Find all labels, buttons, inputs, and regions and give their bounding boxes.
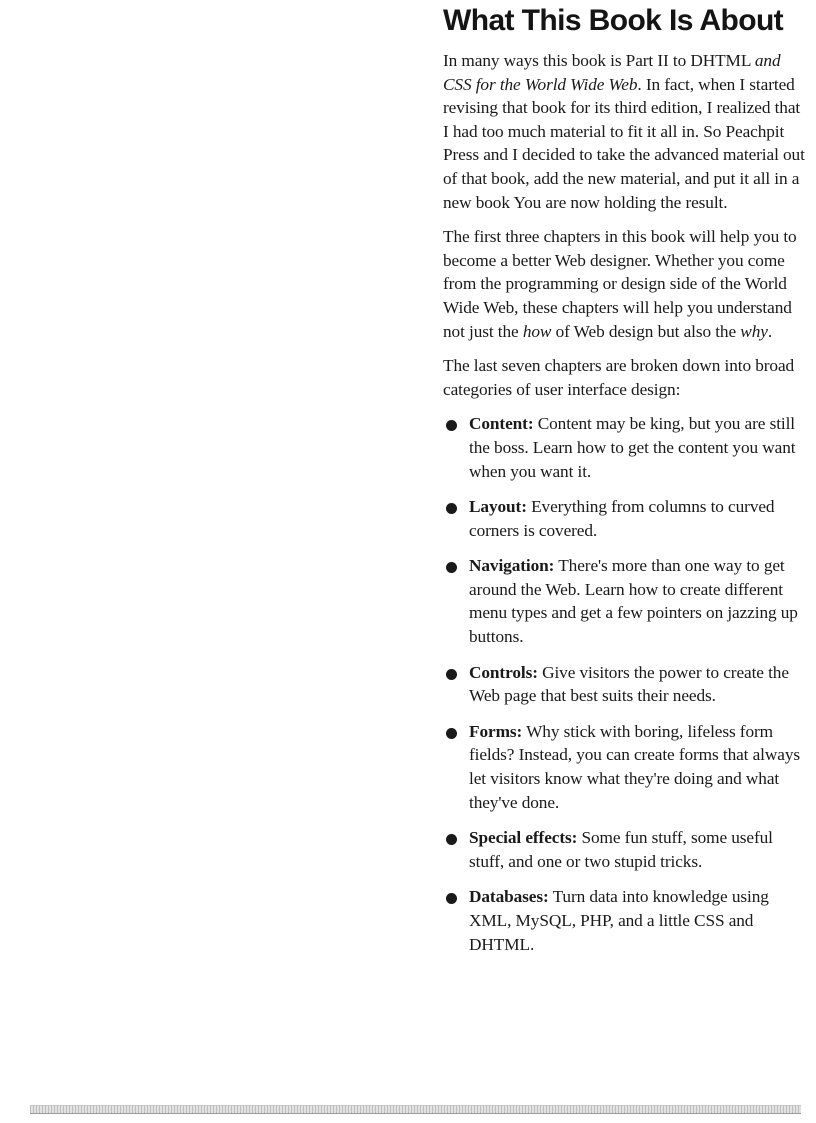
bullet-dot-icon <box>446 420 457 431</box>
bullet-dot-icon <box>446 728 457 739</box>
text-column <box>443 0 809 956</box>
list-item-term: Content: <box>469 414 534 434</box>
list-item-text: There's more than one way to get around the Web. Learn how to create different menu types and get a few pointers on jazzing up buttons. <box>469 556 798 647</box>
list-item-text: Why stick with boring, lifeless form fields? Instead, you can create forms that always let visitors know what they're doing and what they've done. <box>469 721 800 812</box>
list-item-term: Databases: <box>469 887 549 907</box>
bullet-dot-icon <box>446 834 457 845</box>
list-item-term: Forms: <box>469 721 523 741</box>
chapters-text-end: . <box>767 321 773 341</box>
chapters-paragraph <box>443 225 809 343</box>
list-item-text: Turn data into knowledge using XML, MySQL, PHP, and a little CSS and DHTML. <box>469 887 769 954</box>
chapters-text-middle: of Web design but also the <box>551 321 741 341</box>
list-item-databases <box>443 885 809 956</box>
book-title: and CSS for the World Wide Web <box>443 51 781 94</box>
bullet-dot-icon <box>446 669 457 680</box>
bullet-dot-icon <box>446 503 457 514</box>
category-list <box>443 412 809 956</box>
list-item-text: Some fun stuff, some useful stuff, and one or two stupid tricks. <box>469 828 773 871</box>
list-item-term: Layout: <box>469 497 527 517</box>
bullet-dot-icon <box>446 893 457 904</box>
intro-text-start: In many ways this book is Part II to DHTML <box>443 51 755 70</box>
chapters-text-start: The first three chapters in this book will help you to become a better Web designer. Whether you come from the programming or design side of the World Wide Web, these chapters will help you understand not just the <box>443 227 797 341</box>
page-heading: What This Book Is About <box>443 4 784 37</box>
list-item-term: Navigation: <box>469 556 555 576</box>
list-item-term: Controls: <box>469 662 538 682</box>
list-item-controls <box>443 661 809 708</box>
intro-paragraph <box>443 49 809 214</box>
categories-paragraph: The last seven chapters are broken down into broad categories of user interface design: <box>443 356 795 399</box>
emphasis-why: why <box>740 321 768 341</box>
list-item-text: Everything from columns to curved corners is covered. <box>469 497 775 540</box>
bullet-dot-icon <box>446 562 457 573</box>
list-item-text: Give visitors the power to create the Web page that best suits their needs. <box>469 662 789 706</box>
list-item-term: Special effects: <box>469 828 578 848</box>
emphasis-how: how <box>522 321 552 341</box>
list-item-forms <box>443 720 809 814</box>
list-item-layout <box>443 495 809 542</box>
list-item-special-effects <box>443 826 809 873</box>
intro-text-end: . In fact, when I started revising that book for its third edition, I realized that I had too much material to fit it all in. So Peachpit Press and I decided to take the advanced material out of that book, add the new material, and put it all in a new book You are now holding the result. <box>443 74 805 212</box>
list-item-content <box>443 412 809 483</box>
footer-rule <box>30 1105 801 1114</box>
list-item-navigation <box>443 554 809 648</box>
list-item-text: Content may be king, but you are still the boss. Learn how to get the content you want when you want it. <box>469 414 796 481</box>
